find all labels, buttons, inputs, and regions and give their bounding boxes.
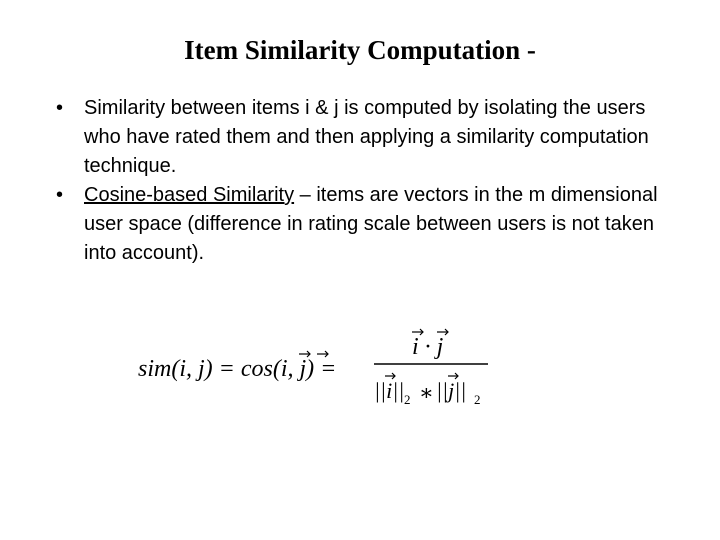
denominator-right-subscript: 2 — [474, 392, 481, 407]
bullet-dot: • — [56, 97, 64, 119]
bullet-text: – items are vectors in the m dimensional user space (difference in rating scale between users is not taken into account). — [84, 184, 658, 264]
bullet-item-1 — [56, 94, 676, 181]
cosine-similarity-term: Cosine-based Similarity — [84, 184, 295, 206]
bullet-item-2 — [56, 181, 676, 268]
formula-lhs: sim(i, j) = cos(i, j) = — [138, 356, 337, 382]
cosine-similarity-formula — [136, 318, 516, 414]
bullet-text: Similarity between items i & j is computed by isolating the users who have rated them and then applying a similarity computation technique. — [84, 97, 649, 177]
bullet-dot: • — [56, 184, 64, 206]
formula-numerator: i · j — [412, 334, 444, 360]
denominator-left: ||i|| — [374, 378, 405, 403]
slide-title: Item Similarity Computation - — [184, 35, 536, 65]
denominator-left-subscript: 2 — [404, 392, 411, 407]
bullet-list — [56, 94, 676, 268]
formula-graphic — [136, 318, 516, 414]
denominator-operator: ∗ — [419, 380, 434, 405]
denominator-right: ||j|| — [436, 378, 467, 403]
